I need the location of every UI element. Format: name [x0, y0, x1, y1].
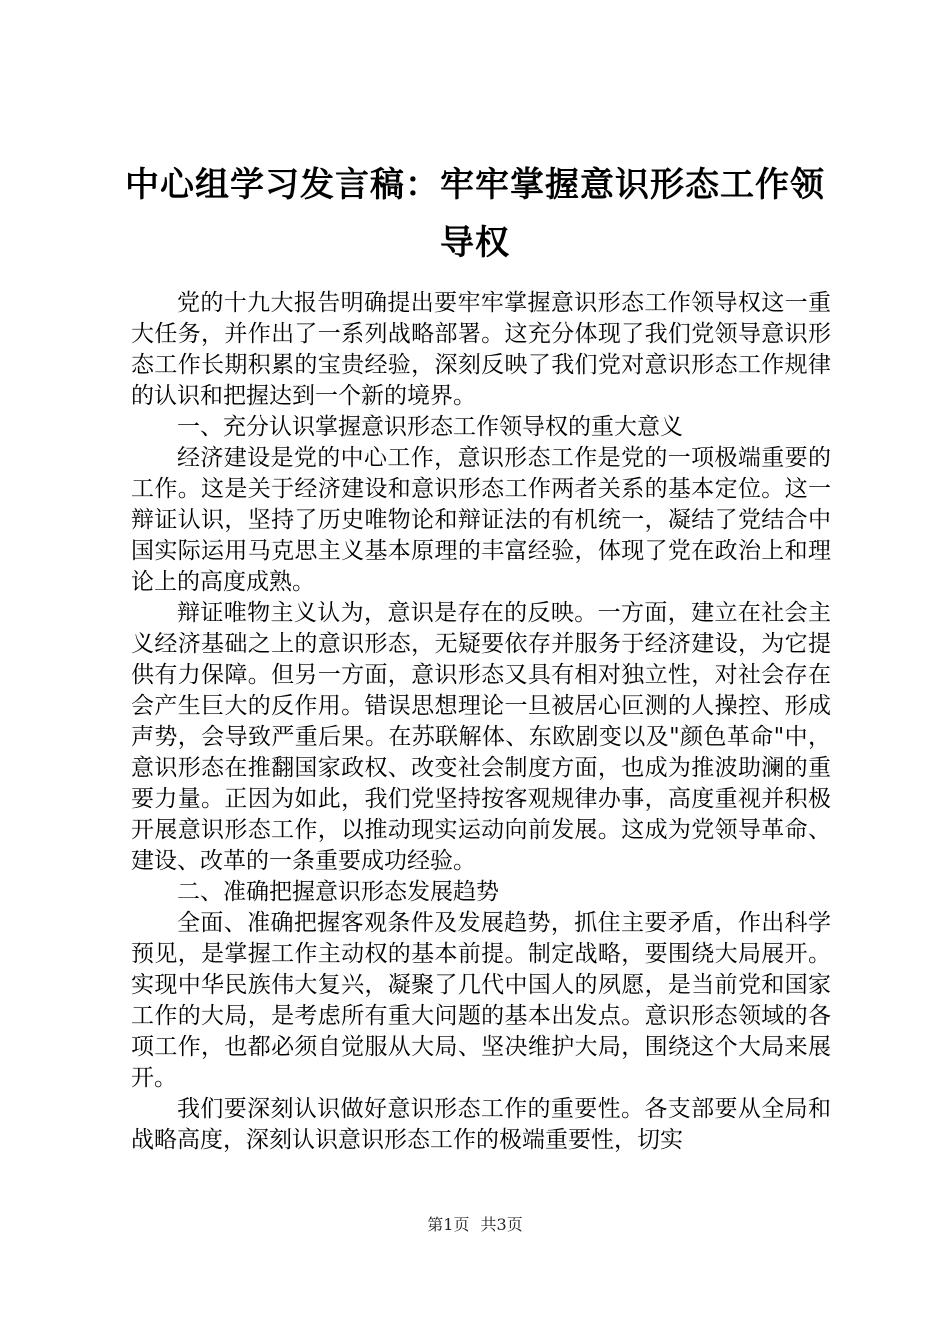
page-total: 共3页: [480, 1215, 523, 1234]
document-body: [131, 288, 831, 1156]
paragraph-importance: 我们要深刻认识做好意识形态工作的重要性。各支部要从全局和战略高度，深刻认识意识形态工作的极端重要性，切实: [131, 1096, 831, 1153]
section-heading-1: 一、充分认识掌握意识形态工作领导权的重大意义: [177, 414, 683, 440]
paragraph-overall-situation: 全面、准确把握客观条件及发展趋势，抓住主要矛盾，作出科学预见，是掌握工作主动权的基本前提。制定战略，要围绕大局展开。实现中华民族伟大复兴，凝聚了几代中国人的夙愿，是当前党和国家工作的大局，是考虑所有重大问题的基本出发点。意识形态领域的各项工作，也都必须自觉服从大局、坚决维护大局，围绕这个大局来展开。: [131, 910, 831, 1091]
paragraph-intro: 党的十九大报告明确提出要牢牢掌握意识形态工作领导权这一重大任务，并作出了一系列战略部署。这充分体现了我们党领导意识形态工作长期积累的宝贵经验，深刻反映了我们党对意识形态工作规律的认识和把握达到一个新的境界。: [131, 290, 831, 409]
page-footer: [0, 1215, 950, 1235]
document-title: 中心组学习发言稿：牢牢掌握意识形态工作领导权: [125, 165, 825, 263]
paragraph-economy: 经济建设是党的中心工作，意识形态工作是党的一项极端重要的工作。这是关于经济建设和意识形态工作两者关系的基本定位。这一辩证认识，坚持了历史唯物论和辩证法的有机统一，凝结了党结合中国实际运用马克思主义基本原理的丰富经验，体现了党在政治上和理论上的高度成熟。: [131, 445, 831, 595]
paragraph-dialectics: 辩证唯物主义认为，意识是存在的反映。一方面，建立在社会主义经济基础之上的意识形态，无疑要依存并服务于经济建设，为它提供有力保障。但另一方面，意识形态又具有相对独立性，对社会存在会产生巨大的反作用。错误思想理论一旦被居心叵测的人操控、形成声势，会导致严重后果。在苏联解体、东欧剧变以及"颜色革命"中，意识形态在推翻国家政权、改变社会制度方面，也成为推波助澜的重要力量。正因为如此，我们党坚持按客观规律办事，高度重视并积极开展意识形态工作，以推动现实运动向前发展。这成为党领导革命、建设、改革的一条重要成功经验。: [131, 600, 831, 874]
page-number: 第1页: [427, 1215, 470, 1234]
section-heading-2: 二、准确把握意识形态发展趋势: [177, 879, 499, 905]
